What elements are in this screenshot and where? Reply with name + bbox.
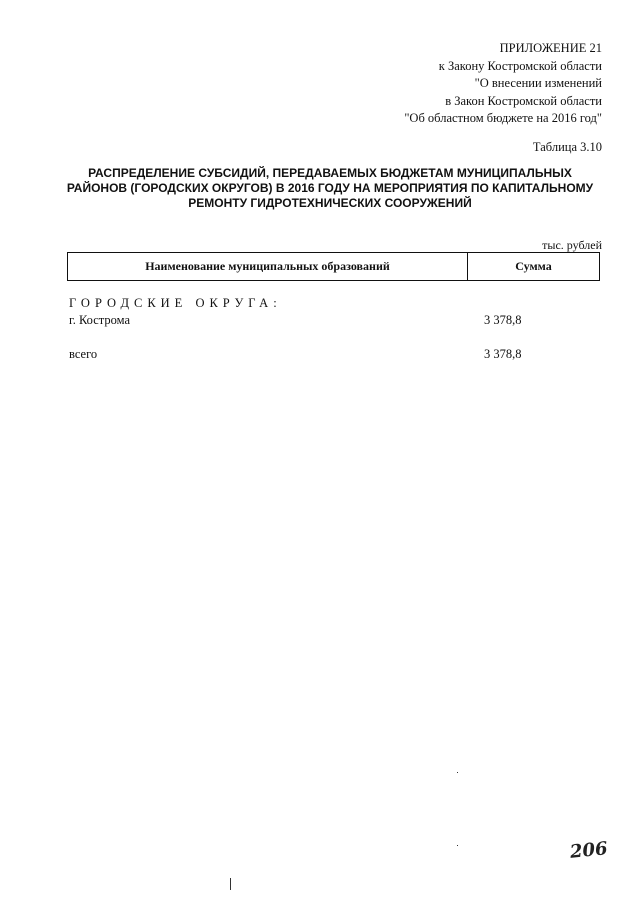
table-number: Таблица 3.10: [532, 140, 602, 154]
column-header-name: Наименование муниципальных образований: [68, 253, 468, 280]
title-line: РАЙОНОВ (ГОРОДСКИХ ОКРУГОВ) В 2016 ГОДУ НА МЕРОПРИЯТИЯ ПО КАПИТАЛЬНОМУ: [66, 181, 594, 195]
table-header: [67, 252, 600, 281]
scan-speck: [457, 772, 458, 773]
title-line: РЕМОНТУ ГИДРОТЕХНИЧЕСКИХ СООРУЖЕНИЙ: [188, 196, 472, 210]
table-row-name: г. Кострома: [69, 313, 131, 327]
units-label: тыс. рублей: [542, 238, 602, 252]
appendix-header: [404, 40, 602, 128]
column-header-sum: Сумма: [515, 259, 552, 273]
section-heading: ГОРОДСКИЕ ОКРУГА:: [69, 296, 282, 310]
handwritten-page-number: 206: [569, 838, 609, 863]
scan-mark: [230, 878, 231, 890]
appendix-line: ПРИЛОЖЕНИЕ 21: [499, 41, 602, 55]
appendix-line: к Закону Костромской области: [438, 58, 602, 73]
total-row-name: всего: [69, 347, 98, 361]
document-title: [60, 166, 600, 211]
table-row-value: 3 378,8: [484, 313, 522, 327]
title-line: РАСПРЕДЕЛЕНИЕ СУБСИДИЙ, ПЕРЕДАВАЕМЫХ БЮДЖЕТАМ МУНИЦИПАЛЬНЫХ: [88, 166, 572, 180]
scan-speck: [457, 845, 458, 846]
appendix-line: в Закон Костромской области: [445, 93, 602, 108]
appendix-line: "Об областном бюджете на 2016 год": [404, 111, 602, 125]
appendix-line: "О внесении изменений: [474, 76, 602, 90]
total-row-value: 3 378,8: [484, 347, 522, 361]
